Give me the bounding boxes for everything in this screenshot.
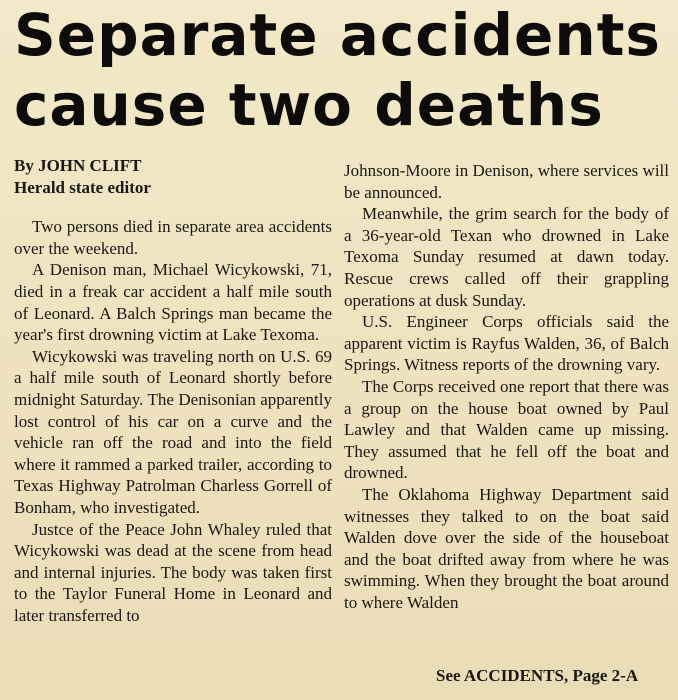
paragraph-continuation: Johnson-Moore in Denison, where services will be announced. [344, 161, 669, 202]
paragraph: The Oklahoma Highway Department said witnesses they talked to on the boat said Walden dove over the side of the houseboat and the boat drifted away from where he was swimming. When they brought the boat around to where Walden [344, 484, 669, 612]
paragraph: Justce of the Peace John Whaley ruled that Wicykowski was dead at the scene from head and internal injuries. The body was taken first to the Taylor Funeral Home in Leonard and later transferred to [14, 519, 332, 625]
byline-author: By JOHN CLIFT [14, 156, 142, 175]
paragraph: Wicykowski was traveling north on U.S. 69 a half mile south of Leonard shortly before midnight Saturday. The Denisonian apparently lost control of his car on a curve and the vehicle ran off the road and into the field where it rammed a parked trailer, according to Texas Highway Patrolman Charless Gorrell of Bonham, who investigated. [14, 346, 332, 517]
headline-line-2: cause two deaths [14, 71, 604, 139]
byline-title: Herald state editor [14, 177, 151, 197]
paragraph: U.S. Engineer Corps officials said the apparent victim is Rayfus Walden, 36, of Balch Springs. Witness reports of the drowning vary. [344, 312, 669, 375]
headline-line-1: Separate accidents [14, 1, 661, 69]
paragraph: A Denison man, Michael Wicykowski, 71, died in a freak car accident a half mile south of Leonard. A Balch Springs man became the year's first drowning victim at Lake Texoma. [14, 260, 332, 345]
paragraph: The Corps received one report that there was a group on the house boat owned by Paul Lawley and that Walden came up missing. They assumed that he fell off the boat and drowned. [344, 376, 669, 483]
article-column-right [344, 160, 669, 613]
article-column-left [14, 155, 332, 626]
jump-line: See ACCIDENTS, Page 2-A [436, 666, 639, 685]
paragraph: Meanwhile, the grim search for the body of a 36-year-old Texan who drowned in Lake Texoma Sunday resumed at dawn today. Rescue crews called off their grappling operations at dusk Sunday. [344, 204, 669, 310]
paragraph: Two persons died in separate area accidents over the weekend. [14, 217, 332, 258]
headline [14, 0, 664, 140]
